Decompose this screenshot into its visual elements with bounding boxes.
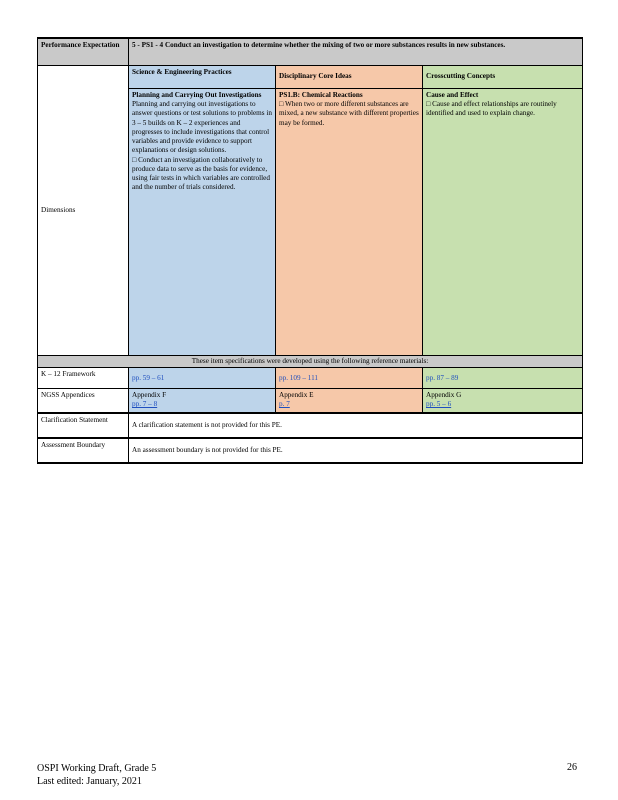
k12-row [38, 368, 583, 389]
square-bullet-icon: □ [279, 100, 284, 109]
clarification-text: A clarification statement is not provided for this PE. [129, 413, 583, 438]
footer [37, 762, 156, 788]
ccc-bullet-text: Cause and effect relationships are routinely identified and used to explain change. [426, 100, 557, 118]
k12-ccc-cell [423, 368, 583, 389]
footer-draft-title: OSPI Working Draft, Grade 5 [37, 763, 157, 774]
sep-bullet-text: Conduct an investigation collaboratively to produce data to serve as the basis for evidence, using fair tests in which variables are controlled and the number of trials considered. [132, 155, 270, 192]
ngss-row [38, 389, 583, 413]
dci-title: Disciplinary Core Ideas [276, 66, 423, 89]
ngss-sep-pages-link[interactable]: pp. 7 – 8 [132, 400, 158, 409]
ngss-ccc-appendix: Appendix G [426, 391, 462, 400]
k12-ccc-pages: pp. 87 – 89 [426, 373, 459, 382]
k12-label: K – 12 Framework [38, 368, 129, 389]
ccc-cell [423, 89, 583, 356]
clarification-row [38, 413, 583, 438]
pe-text [129, 38, 583, 66]
ngss-sep-cell [129, 389, 276, 413]
dci-bullet-item [279, 100, 419, 128]
ngss-label: NGSS Appendices [38, 389, 129, 413]
ngss-dci-appendix: Appendix E [279, 391, 314, 400]
sep-body: Planning and carrying out investigations to answer questions or test solutions to problems in 3 – 5 builds on K – 2 experiences and progresses to include investigations that control variables and provide evidence to support explanations or design solutions. [132, 100, 272, 155]
reference-note: These item specifications were developed using the following reference materials: [38, 356, 583, 368]
ccc-bullet-item [426, 100, 579, 118]
pe-row [38, 38, 583, 66]
dimension-headers-row [38, 66, 583, 89]
square-bullet-icon: □ [132, 155, 137, 164]
ccc-title: Crosscutting Concepts [423, 66, 583, 89]
dci-subtitle: PS1.B: Chemical Reactions [279, 91, 363, 99]
sep-bullet-item [132, 156, 272, 193]
pe-label: Performance Expectation [38, 38, 129, 66]
k12-sep-pages: pp. 59 – 61 [132, 373, 165, 382]
ngss-dci-pages-link[interactable]: p. 7 [279, 400, 290, 409]
ngss-dci-cell [276, 389, 423, 413]
clarification-label: Clarification Statement [38, 413, 129, 438]
assessment-row [38, 438, 583, 463]
ngss-ccc-pages-link[interactable]: pp. 5 – 6 [426, 400, 452, 409]
sep-subtitle: Planning and Carrying Out Investigations [132, 91, 262, 99]
square-bullet-icon: □ [426, 100, 431, 109]
ngss-ccc-cell [423, 389, 583, 413]
pe-text-content: 5 - PS1 - 4 Conduct an investigation to determine whether the mixing of two or more substances results in new substances. [132, 41, 506, 49]
k12-dci-pages: pp. 109 – 111 [279, 373, 318, 382]
footer-last-edited: Last edited: January, 2021 [37, 776, 142, 787]
ccc-subtitle: Cause and Effect [426, 91, 479, 99]
dimensions-label: Dimensions [38, 66, 129, 356]
k12-dci-cell [276, 368, 423, 389]
sep-cell [129, 89, 276, 356]
spec-table [37, 37, 583, 464]
k12-sep-cell [129, 368, 276, 389]
reference-note-row [38, 356, 583, 368]
page-number: 26 [567, 762, 577, 773]
dci-bullet-text: When two or more different substances are mixed, a new substance with different properties may be formed. [279, 100, 419, 127]
assessment-text: An assessment boundary is not provided for this PE. [129, 438, 583, 463]
sep-title: Science & Engineering Practices [129, 66, 276, 89]
dci-cell [276, 89, 423, 356]
ngss-sep-appendix: Appendix F [132, 391, 167, 400]
assessment-label: Assessment Boundary [38, 438, 129, 463]
